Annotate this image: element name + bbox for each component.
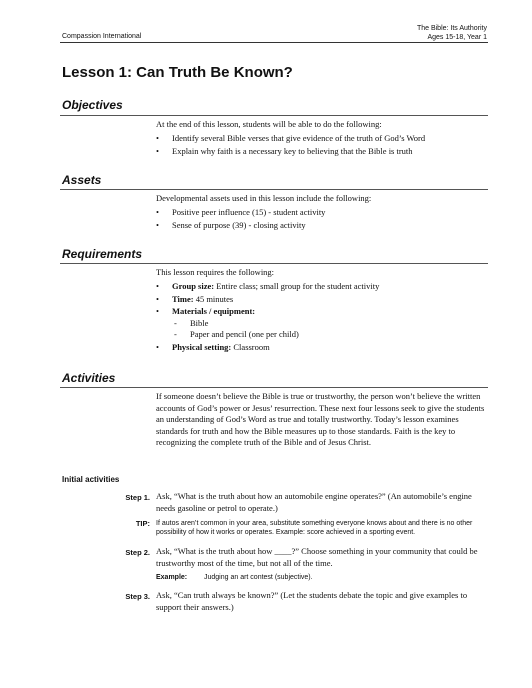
requirements-intro: This lesson requires the following: xyxy=(156,267,275,277)
asset-item: • Positive peer influence (15) - student activity xyxy=(156,207,486,219)
materials-label: Materials / equipment: xyxy=(172,306,256,316)
step-1-label: Step 1. xyxy=(125,493,150,502)
asset-item: • Sense of purpose (39) - closing activity xyxy=(156,220,486,232)
header-organization: Compassion International xyxy=(62,33,142,40)
objectives-intro: At the end of this lesson, students will be able to do the following: xyxy=(156,119,382,129)
assets-list xyxy=(156,207,486,232)
example-text: Judging an art contest (subjective). xyxy=(204,574,313,581)
step-2-label: Step 2. xyxy=(125,548,150,557)
setting-value: Classroom xyxy=(231,341,270,352)
lesson-title: Lesson 1: Can Truth Be Known? xyxy=(62,64,293,81)
header-course-title: The Bible: Its Authority xyxy=(416,25,487,32)
step-1-text: Ask, “What is the truth about how an automobile engine operates?” (An automobile’s engine needs gasoline or petrol to operate.) xyxy=(156,491,472,513)
example-label: Example: xyxy=(156,574,188,581)
group-size-label: Group size: xyxy=(172,281,215,291)
objective-item: • Identify several Bible verses that give evidence of the truth of God’s Word xyxy=(156,133,486,145)
objectives-list xyxy=(156,133,486,158)
objectives-heading: Objectives xyxy=(62,98,123,112)
group-size-value: Entire class; small group for the student activity xyxy=(214,281,380,291)
material-item: - Paper and pencil (one per child) xyxy=(174,329,299,339)
requirement-materials xyxy=(156,306,486,341)
setting-label: Physical setting: xyxy=(172,341,232,352)
time-label: Time: xyxy=(172,293,194,304)
objective-item: • Explain why faith is a necessary key to believing that the Bible is truth xyxy=(156,146,486,158)
activities-intro: If someone doesn’t believe the Bible is true or trustworthy, the person won’t believe the written accounts of God’s power or Jesus’ resurrection. These next four lessons seek to give the students an understanding of God’s Word as true and totally trustworthy. Today’s lesson examines standards for truth and how the Bible measures up to those standards. Faith is the key to recognizing the complete truth of the Bible and of Jesus Christ. xyxy=(156,391,485,447)
tip-label: TIP: xyxy=(135,519,150,528)
header-ages: Ages 15-18, Year 1 xyxy=(427,34,487,41)
material-item: - Bible xyxy=(174,317,209,328)
requirements-divider xyxy=(60,263,488,264)
requirement-time xyxy=(156,294,486,306)
requirements-heading: Requirements xyxy=(62,247,143,261)
tip-text: If autos aren’t common in your area, substitute something everyone knows about and there is no other possibility of how it works or operates. Example: score achieved in a sporting event. xyxy=(156,520,473,536)
activities-heading: Activities xyxy=(62,371,116,385)
header-course-info xyxy=(417,24,487,42)
assets-divider xyxy=(60,189,488,190)
requirement-setting xyxy=(156,342,486,354)
assets-intro: Developmental assets used in this lesson include the following: xyxy=(156,193,372,203)
requirement-group-size xyxy=(156,281,486,293)
time-value: 45 minutes xyxy=(193,293,234,304)
step-3-label: Step 3. xyxy=(125,592,150,601)
objectives-divider xyxy=(60,115,488,116)
activities-divider xyxy=(60,387,488,388)
header-divider xyxy=(60,42,488,43)
step-3-text: Ask, “Can truth always be known?” (Let the students debate the topic and give examples to support their answers.) xyxy=(156,590,468,612)
requirements-list xyxy=(156,281,486,354)
initial-activities-heading: Initial activities xyxy=(62,475,120,484)
step-2-text: Ask, “What is the truth about how ____?” Choose something in your community that could be trustworthy most of the time, but not all of the time. xyxy=(156,546,478,568)
assets-heading: Assets xyxy=(62,173,102,187)
